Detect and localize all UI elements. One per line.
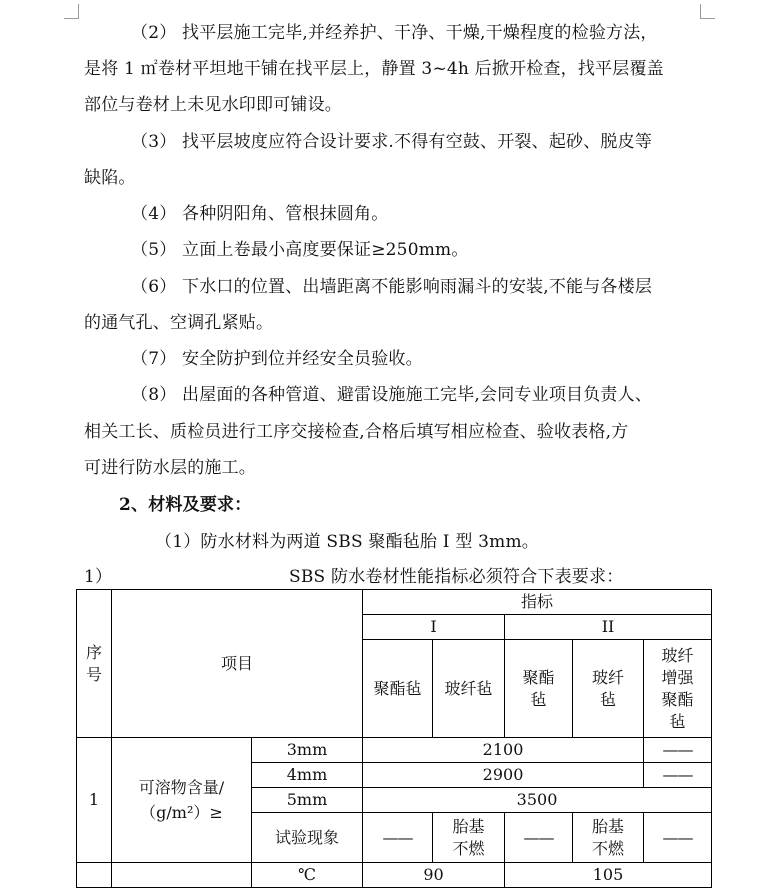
row-1-sub-5mm: 5mm [252, 788, 363, 813]
row-1-sub-test: 试验现象 [252, 813, 363, 863]
row-1-sub-3mm: 3mm [252, 738, 363, 763]
row-1-test-col-5: —— [644, 813, 712, 863]
header-col-5: 玻纤增强聚酯毡 [644, 640, 712, 738]
paragraph-line: （8） 出屋面的各种管道、避雷设施施工完毕,会同专业项目负责人、 [131, 385, 653, 405]
header-item: 项目 [112, 590, 363, 738]
row-1-item: 可溶物含量/（g/m²）≥ [112, 738, 252, 863]
paragraph-line: （4） 各种阴阳角、管根抹圆角。 [131, 204, 389, 224]
paragraph-line: 相关工长、质检员进行工序交接检查,合格后填写相应检查、验收表格,方 [84, 422, 629, 442]
header-indicator: 指标 [363, 590, 712, 615]
row-1-value-5mm: 3500 [363, 788, 712, 813]
header-group-1: I [363, 615, 505, 640]
row-2-sub: ℃ [252, 863, 363, 888]
row-1-test-col-1: —— [363, 813, 433, 863]
header-col-1: 聚酯毡 [363, 640, 433, 738]
row-2-value-group-1: 90 [363, 863, 505, 888]
paragraph-line: 是将 1 ㎡卷材平坦地干铺在找平层上，静置 3~4h 后掀开检查，找平层覆盖 [84, 59, 664, 79]
header-group-2: II [505, 615, 712, 640]
row-2-seq [77, 863, 112, 888]
page-corner-mark-right [700, 4, 715, 19]
header-col-3: 聚酯毡 [505, 640, 573, 738]
header-col-4: 玻纤毡 [573, 640, 644, 738]
table-caption: SBS 防水卷材性能指标必须符合下表要求： [289, 567, 624, 587]
header-col-2: 玻纤毡 [433, 640, 505, 738]
material-line: （1）防水材料为两道 SBS 聚酯毡胎 I 型 3mm。 [155, 532, 539, 552]
table-caption-number: 1） [84, 567, 113, 587]
row-1-sub-4mm: 4mm [252, 763, 363, 788]
section-heading: 2、材料及要求： [119, 495, 252, 515]
paragraph-line: 部位与卷材上未见水印即可铺设。 [84, 95, 342, 115]
paragraph-line: （7） 安全防护到位并经安全员验收。 [131, 349, 423, 369]
header-seq: 序号 [77, 590, 112, 738]
paragraph-line: （6） 下水口的位置、出墙距离不能影响雨漏斗的安装,不能与各楼层 [131, 277, 653, 297]
row-1-test-col-2: 胎基不燃 [433, 813, 505, 863]
paragraph-line: 的通气孔、空调孔紧贴。 [84, 313, 274, 333]
row-1-seq: 1 [77, 738, 112, 863]
row-1-value-4mm-last: —— [644, 763, 712, 788]
row-1-test-col-4: 胎基不燃 [573, 813, 644, 863]
row-1-value-4mm: 2900 [363, 763, 644, 788]
row-1-value-3mm: 2100 [363, 738, 644, 763]
page-corner-mark-left [64, 4, 79, 19]
row-2-item [112, 863, 252, 888]
paragraph-line: （3） 找平层坡度应符合设计要求.不得有空鼓、开裂、起砂、脱皮等 [131, 132, 653, 152]
paragraph-line: 缺陷。 [84, 168, 136, 188]
spec-table [76, 589, 712, 888]
paragraph-line: （2） 找平层施工完毕,并经养护、干净、干燥,干燥程度的检验方法， [131, 23, 658, 43]
row-1-value-3mm-last: —— [644, 738, 712, 763]
paragraph-line: （5） 立面上卷最小高度要保证≥250mm。 [131, 240, 469, 260]
row-1-test-col-3: —— [505, 813, 573, 863]
paragraph-line: 可进行防水层的施工。 [84, 458, 256, 478]
row-2-value-group-2: 105 [505, 863, 712, 888]
